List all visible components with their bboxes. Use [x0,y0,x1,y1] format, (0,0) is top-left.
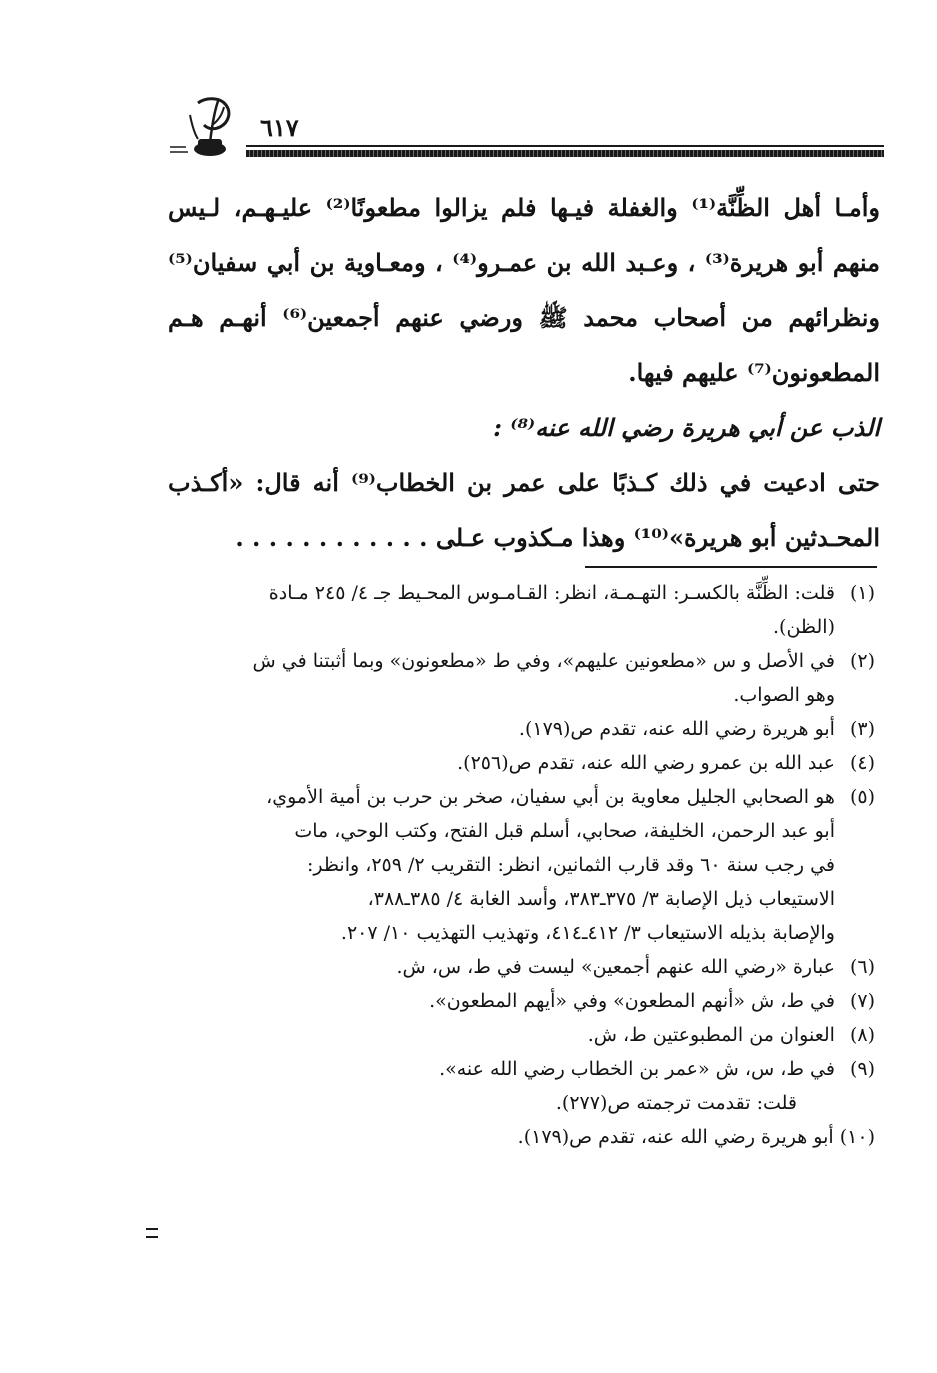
footnote-number: (٩) [849,1058,875,1080]
footnote-5-continuation-1: أبو عبد الرحمن، الخليفة، صحابي، أسلم قبل الفتح، وكتب الوحي، مات [294,820,835,842]
footnote-5-continuation-4: والإصابة بذيله الاستيعاب ٣/ ٤١٢ـ٤١٤، وتهذيب التهذيب ١٠/ ٢٠٧. [340,922,835,944]
footnote-4 [160,746,875,780]
footnote-number: (١) [849,582,875,604]
footnote-text: قلت: الظِّنَّة بالكسـر: التهـمـة، انظر: القـامـوس المحـيط جـ ٤/ ٢٤٥ مـادة [268,582,835,604]
paragraph-2: حتى ادعيت في ذلك كـذبًا على عمر بن الخطاب⁽⁹⁾ أنه قال: «أكـذب المحـدثين أبو هريرة»⁽¹⁰⁾ وهذا مـكذوب عـلى . . . . . . . . . . . . [168,468,881,552]
footnote-text: هو الصحابي الجليل معاوية بن أبي سفيان، صخر بن حرب بن أمية الأموي، [266,786,835,808]
footnote-number: (٨) [849,1024,875,1046]
footnote-9-note: قلت: تقدمت ترجمته ص(٢٧٧). [555,1092,797,1114]
footnote-5-continuation-3: الاستيعاب ذيل الإصابة ٣/ ٣٧٥ـ٣٨٣، وأسد الغابة ٤/ ٣٨٥ـ٣٨٨، [367,888,835,910]
footnote-text: أبو هريرة رضي الله عنه، تقدم ص(١٧٩). [518,718,835,740]
footnote-9 [160,1052,875,1086]
footnote-8 [160,1018,875,1052]
footnote-2-continuation: وهو الصواب. [733,684,835,706]
main-text [168,180,880,565]
footnote-text: العنوان من المطبوعتين ط، ش. [587,1024,835,1046]
footnote-5 [160,780,875,814]
quill-inkwell-icon [168,95,248,161]
paragraph-1: وأمـا أهل الظِّنَّة⁽¹⁾ والغفلة فيـها فلم يزالوا مطعونًا⁽²⁾ عليـهـم، لـيس منهم أبو هريرة⁽³⁾ ، وعـبد الله بن عمـرو⁽⁴⁾ ، ومعـاوية بن أبي سفيان⁽⁵⁾ ونظرائهم من أصحاب محمد ﷺ ورضي عنهم أجمعين⁽⁶⁾ أنهـم هـم المطعونون⁽⁷⁾ عليهم فيها. [168,193,880,387]
footnote-number: (٢) [849,650,875,672]
footnote-3 [160,712,875,746]
footnote-text: عبارة «رضي الله عنهم أجمعين» ليست في ط، س، ش. [396,956,835,978]
section-heading: الذب عن أبي هريرة رضي الله عنه⁽⁸⁾ : [493,413,880,442]
footnote-1 [160,576,875,610]
footnote-text: في ط، س، ش «عمر بن الخطاب رضي الله عنه». [439,1058,835,1080]
footnote-number: (٧) [849,990,875,1012]
header-rule-top [246,145,884,147]
footnote-10 [160,1120,875,1154]
footnote-number: (١٠) [839,1126,875,1148]
footnote-separator [585,566,877,568]
footnote-text: في الأصل و س «مطعونين عليهم»، وفي ط «مطعونون» وبما أثبتنا في ش [252,650,835,672]
margin-mark [146,1228,158,1238]
footnote-number: (٦) [849,956,875,978]
footnote-number: (٣) [849,718,875,740]
footnote-2 [160,644,875,678]
footnotes [160,576,875,1154]
footnote-1-continuation: (الظن). [773,616,835,638]
footnote-7 [160,984,875,1018]
footnote-number: (٤) [849,752,875,774]
footnote-text: في ط، ش «أنهم المطعون» وفي «أيهم المطعون». [429,990,835,1012]
footnote-text: أبو هريرة رضي الله عنه، تقدم ص(١٧٩). [517,1126,834,1148]
footnote-text: عبد الله بن عمرو رضي الله عنه، تقدم ص(٢٥٦). [457,752,835,774]
footnote-5-continuation-2: في رجب سنة ٦٠ وقد قارب الثمانين، انظر: التقريب ٢/ ٢٥٩، وانظر: [306,854,835,876]
page-header [168,95,884,165]
header-rule [246,150,884,157]
footnote-6 [160,950,875,984]
page-number: ٦١٧ [260,113,299,142]
footnote-number: (٥) [849,786,875,808]
